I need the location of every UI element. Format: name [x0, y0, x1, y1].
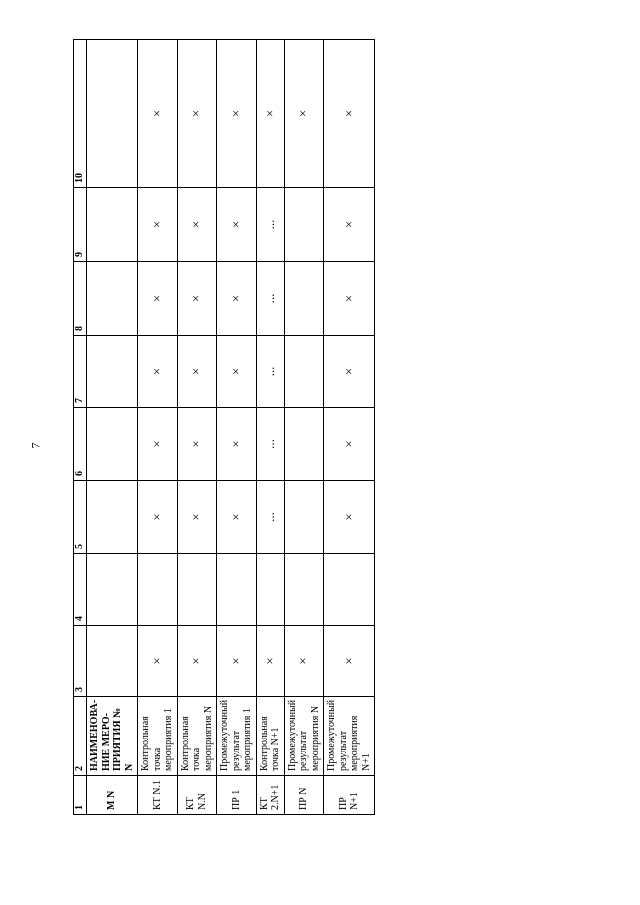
table-cell	[87, 481, 138, 554]
table-cell: ×	[324, 336, 375, 408]
table-cell: ×	[177, 336, 217, 408]
table-row	[256, 40, 284, 815]
table-cell: ×	[217, 626, 257, 697]
table-cell: ...	[256, 408, 284, 481]
column-number: 4	[74, 554, 87, 626]
column-number: 6	[74, 408, 87, 481]
table-cell: ...	[256, 481, 284, 554]
table-cell: ×	[217, 481, 257, 554]
table-cell: ×	[177, 626, 217, 697]
row-id: M N	[87, 776, 138, 815]
table-cell: ×	[324, 262, 375, 336]
table-cell: ...	[256, 262, 284, 336]
row-id: КТ 2.N+1	[256, 776, 284, 815]
table-row	[87, 40, 138, 815]
table-cell: ×	[177, 262, 217, 336]
table-cell	[284, 262, 324, 336]
table-cell: ×	[177, 188, 217, 262]
row-id: КТ N.N	[177, 776, 217, 815]
column-number: 3	[74, 626, 87, 697]
table-cell	[284, 188, 324, 262]
table-cell: ×	[324, 40, 375, 188]
table-cell	[324, 554, 375, 626]
row-id: КТ N.1	[138, 776, 178, 815]
table-cell: ...	[256, 336, 284, 408]
table-cell	[284, 408, 324, 481]
table-cell: ×	[324, 408, 375, 481]
table-cell	[87, 40, 138, 188]
table-cell: ×	[138, 336, 178, 408]
row-name: Контрольная точка N+1	[256, 697, 284, 776]
column-number: 10	[74, 40, 87, 188]
row-id: ПР N+1	[324, 776, 375, 815]
table-cell	[284, 481, 324, 554]
table-cell: ×	[324, 188, 375, 262]
page-number: 7	[28, 442, 43, 449]
column-number: 8	[74, 262, 87, 336]
table-cell: ×	[177, 481, 217, 554]
row-id: ПР N	[284, 776, 324, 815]
table-cell	[284, 336, 324, 408]
table-cell: ×	[138, 481, 178, 554]
table-cell	[87, 188, 138, 262]
table-cell: ×	[217, 40, 257, 188]
table-cell: ×	[324, 481, 375, 554]
column-number: 5	[74, 481, 87, 554]
table-row	[284, 40, 324, 815]
table-cell: ×	[217, 188, 257, 262]
header-row	[74, 40, 87, 815]
table-cell: ×	[284, 626, 324, 697]
row-id: ПР 1	[217, 776, 257, 815]
row-name: Промежуточный результат мероприятия 1	[217, 697, 257, 776]
table-cell	[284, 554, 324, 626]
table-cell	[256, 554, 284, 626]
table-cell	[87, 408, 138, 481]
table-cell: ×	[217, 336, 257, 408]
table-cell: ×	[217, 408, 257, 481]
row-name: Контрольная точка мероприятия N	[177, 697, 217, 776]
table-cell: ...	[256, 188, 284, 262]
table-cell: ×	[177, 408, 217, 481]
row-name: Промежуточный результат мероприятия N	[284, 697, 324, 776]
table-row	[217, 40, 257, 815]
column-number: 1	[74, 776, 87, 815]
row-name: НАИМЕНОВА-НИЕ МЕРО-ПРИЯТИЯ № N	[87, 697, 138, 776]
table-cell: ×	[138, 262, 178, 336]
row-name: Контрольная точка мероприятия 1	[138, 697, 178, 776]
table-cell: ×	[138, 626, 178, 697]
table-cell	[87, 626, 138, 697]
table-cell: ×	[138, 40, 178, 188]
table-cell: ×	[217, 262, 257, 336]
column-number: 9	[74, 188, 87, 262]
table-cell: ×	[138, 188, 178, 262]
column-number: 7	[74, 336, 87, 408]
table-cell: ×	[284, 40, 324, 188]
table-row	[324, 40, 375, 815]
rotated-table-container	[73, 60, 372, 815]
table-cell: ×	[256, 40, 284, 188]
table-cell	[177, 554, 217, 626]
table-cell: ×	[138, 408, 178, 481]
table-cell	[138, 554, 178, 626]
row-name: Промежуточный результат мероприятия N+1	[324, 697, 375, 776]
table-cell	[87, 336, 138, 408]
table-cell	[87, 554, 138, 626]
table-cell: ×	[324, 626, 375, 697]
table-cell: ×	[256, 626, 284, 697]
table-cell	[217, 554, 257, 626]
table-cell: ×	[177, 40, 217, 188]
table-row	[138, 40, 178, 815]
table-row	[177, 40, 217, 815]
table-cell	[87, 262, 138, 336]
column-number: 2	[74, 697, 87, 776]
schedule-table	[73, 39, 375, 815]
